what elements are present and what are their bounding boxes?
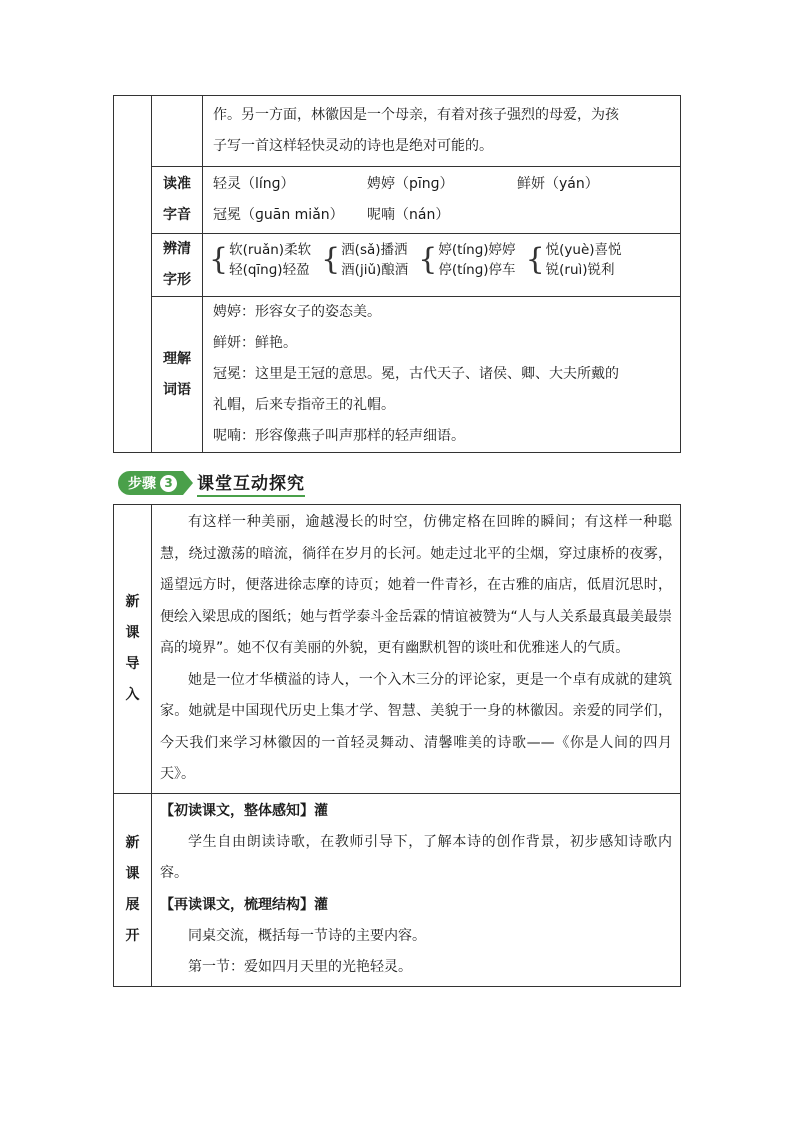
words-cell — [203, 297, 681, 453]
develop-label: 新 课 展 开 — [114, 793, 152, 986]
intro-paragraph-1: 有这样一种美丽，逾越漫长的时空，仿佛定格在回眸的瞬间；有这样一种聪慧，绕过激荡的暗流，徜徉在岁月的长河。她走过北平的尘烟，穿过康桥的夜雾，遥望远方时，便落进徐志摩的诗页；她着一件青衫，在古雅的庙店，低眉沉思时，便绘入梁思成的图纸；她与哲学泰斗金岳霖的情谊被赞为“人与人关系最真最美最崇高的境界”。她不仅有美丽的外貌，更有幽默机智的谈吐和优雅迷人的气质。 — [160, 514, 672, 656]
intro-paragraph-2: 她是一位才华横溢的诗人，一个入木三分的评论家，更是一个卓有成就的建筑家。她就是中国现代历史上集才学、智慧、美貌于一身的林徽因。亲爱的同学们，今天我们来学习林徽因的一首轻灵舞动、清馨唯美的诗歌——《你是人间的四月天》。 — [160, 671, 672, 782]
intro-label: 新 课 导 入 — [114, 505, 152, 794]
word-definition: 鲜妍：鲜艳。 — [213, 335, 297, 351]
subheading-second-reading: 【再读课文，梳理结构】灌 — [160, 896, 328, 913]
pronunciation-label: 读准 字音 — [152, 167, 203, 234]
step-header — [118, 470, 305, 496]
word-definition: 冠冕：这里是王冠的意思。冕，古代天子、诸侯、卿、大夫所戴的 — [213, 366, 619, 382]
glyph-pair: { 悦(yuè)喜悦 锐(ruì)锐利 — [525, 242, 622, 278]
glyph-pair: { 软(ruǎn)柔软 轻(qīnɡ)轻盈 — [209, 242, 312, 278]
glyph-pair: { 洒(sǎ)播洒 酒(jiǔ)酿酒 — [321, 242, 409, 278]
section-title: 课堂互动探究 — [197, 469, 305, 497]
glyph-pair: { 婷(tínɡ)婷婷 停(tínɡ)停车 — [418, 242, 516, 278]
intro-cell — [152, 505, 681, 794]
word-definition: 礼帽，后来专指帝王的礼帽。 — [213, 397, 395, 413]
glyphs-label: 辨清 字形 — [152, 234, 203, 297]
pronunciation-row-2: 冠冕（ɡuān miǎn） 呢喃（nán） — [213, 207, 450, 223]
step-number: 3 — [160, 475, 177, 492]
continuation-cell — [203, 96, 681, 167]
method-mark: 灌 — [314, 896, 328, 913]
step-badge-arrow — [183, 471, 193, 495]
words-label: 理解 词语 — [152, 297, 203, 453]
subheading-first-reading: 【初读课文，整体感知】灌 — [160, 802, 328, 819]
vocab-table — [113, 95, 681, 453]
glyphs-cell — [203, 234, 681, 297]
continuation-line-2: 子写一首这样轻快灵动的诗也是绝对可能的。 — [213, 138, 493, 154]
word-definition: 娉婷：形容女子的姿态美。 — [213, 304, 381, 320]
pronunciation-cell — [203, 167, 681, 234]
pronunciation-row-1: 轻灵（línɡ） 娉婷（pīnɡ） 鲜妍（yán） — [213, 176, 599, 192]
outer-blank-cell — [114, 96, 152, 453]
develop-paragraph-3: 第一节：爱如四月天里的光艳轻灵。 — [188, 959, 412, 975]
continuation-label-cell — [152, 96, 203, 167]
word-definition: 呢喃：形容像燕子叫声那样的轻声细语。 — [213, 428, 465, 444]
lesson-table — [113, 504, 681, 987]
method-mark: 灌 — [314, 802, 328, 819]
develop-paragraph-2: 同桌交流，概括每一节诗的主要内容。 — [188, 927, 426, 944]
step-badge: 步骤 3 — [118, 471, 183, 495]
continuation-line-1: 作。另一方面，林徽因是一个母亲，有着对孩子强烈的母爱，为孩 — [213, 107, 619, 123]
develop-cell — [152, 793, 681, 986]
develop-paragraph-1: 学生自由朗读诗歌，在教师引导下，了解本诗的创作背景，初步感知诗歌内容。 — [160, 833, 672, 881]
